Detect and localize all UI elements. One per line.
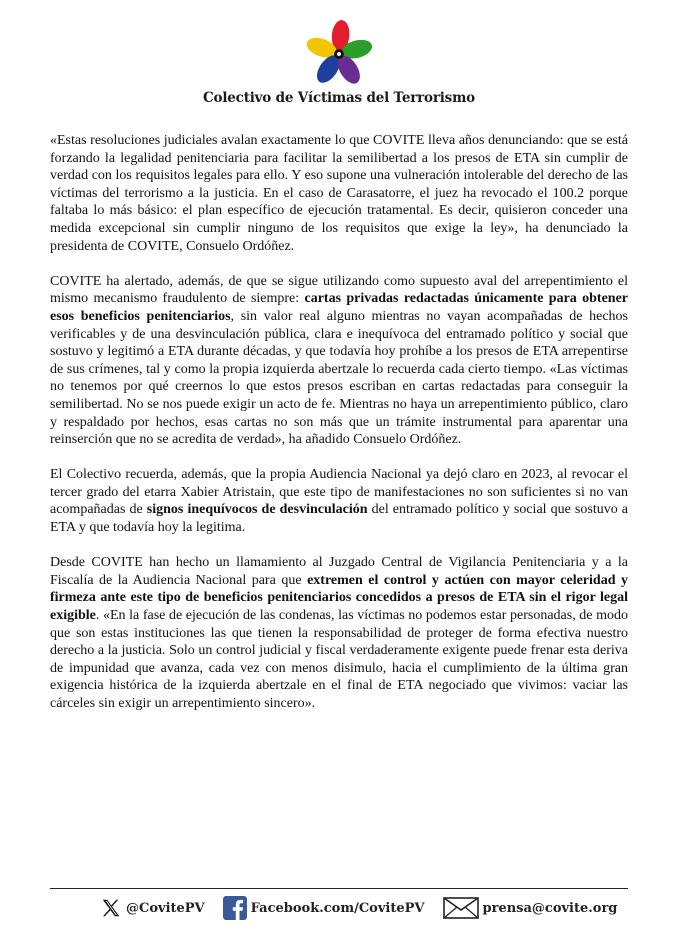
paragraph (50, 466, 628, 536)
footer-divider (50, 888, 628, 889)
facebook-icon (223, 896, 247, 920)
document-header (0, 18, 678, 106)
facebook-contact[interactable] (223, 896, 425, 920)
text-run: del entramado político y social que sostuvo a ETA y que todavía hoy la legitima. (50, 502, 629, 536)
facebook-url[interactable]: Facebook.com/CovitePV (250, 900, 425, 916)
text-run: COVITE ha alertado, además, de que se sigue utilizando como supuesto aval del arrepentimiento el mismo mecanismo fraudulento de siempre: (50, 273, 628, 307)
bold-text-run: extremen el control y actúen con mayor celeridad y firmeza ante este tipo de beneficios penitenciarios concedidos a presos de ETA sin el rigor legal exigible (50, 572, 628, 624)
envelope-icon (443, 897, 479, 919)
covite-flower-logo (300, 18, 378, 88)
text-run: El Colectivo recuerda, además, que la propia Audiencia Nacional ya dejó claro en 2023, al revocar el tercer grado del etarra Xabier Atristain, que este tipo de manifestaciones no son suficientes si no van acompañadas de (50, 467, 628, 518)
text-run: Desde COVITE han hecho un llamamiento al Juzgado Central de Vigilancia Penitenciaria y a la Fiscalía de la Audiencia Nacional para que (50, 555, 628, 588)
organization-name: Colectivo de Víctimas del Terrorismo (203, 90, 475, 106)
email-address[interactable]: prensa@covite.org (482, 900, 618, 916)
contact-footer (100, 893, 635, 923)
text-run: . «En la fase de ejecución de las condenas, las víctimas no podemos estar personadas, de modo que son estas instituciones las que tienen la responsabilidad de proteger de forma efectiva nuestro derecho a la justicia. Solo un control judicial y fiscal verdaderamente exigente puede frenar esta deriva de impunidad que avanza, cada vez con menos disimulo, hacia el cumplimiento de la última gran exigencia histórica de la izquierda abertzale en el final de ETA negociado que vivimos: vaciar las cárceles sin exigir un arrepentimiento sincero». (50, 608, 628, 711)
paragraph (50, 273, 628, 449)
press-release-body (50, 132, 628, 730)
text-run: , sin valor real alguno mientras no vayan acompañadas de hechos verificables y de una desvinculación pública, clara e inequívoca del entramado político y social que sostuvo y legitimó a ETA durante décadas, y que todavía hoy prohíbe a los presos de ETA arrepentirse de sus crímenes, tal y como la propia izquierda abertzale lo recuerda cada cierto tiempo. «Las víctimas no tenemos por qué creernos lo que estos presos escriban en cartas redactadas para conseguir la semilibertad. No se nos puede exigir un acto de fe. Mientras no haya un arrepentimiento público, claro y respaldado por hechos, esas cartas no son más que un trámite instrumental para aparentar una reinserción que no se acredita de verdad», ha añadido Consuelo Ordóñez. (50, 308, 628, 448)
email-contact[interactable] (443, 897, 618, 919)
bold-text-run: signos inequívocos de desvinculación (146, 502, 368, 518)
paragraph (50, 554, 628, 712)
paragraph (50, 132, 628, 255)
bold-text-run: cartas privadas redactadas únicamente para obtener esos beneficios penitenciarios (50, 291, 628, 324)
text-run: «Estas resoluciones judiciales avalan exactamente lo que COVITE lleva años denunciando: que se está forzando la legalidad penitenciaria para facilitar la semilibertad a los presos de ETA sin cumplir de verdad con los requisitos legales para ello. Y eso supone una vulneración intolerable del derecho de las víctimas del terrorismo a la justicia. En el caso de Carasatorre, el juez ha revocado el 100.2 porque faltaba lo más básico: el plan específico de ejecución tratamental. Es decir, quisieron conceder una medida excepcional sin cumplir ninguno de los requisitos que exige la ley», ha denunciado la presidenta de COVITE, Consuelo Ordóñez. (50, 133, 628, 254)
x-handle[interactable]: @CovitePV (126, 900, 205, 916)
x-logo-icon (100, 897, 122, 919)
x-contact[interactable] (100, 897, 205, 919)
